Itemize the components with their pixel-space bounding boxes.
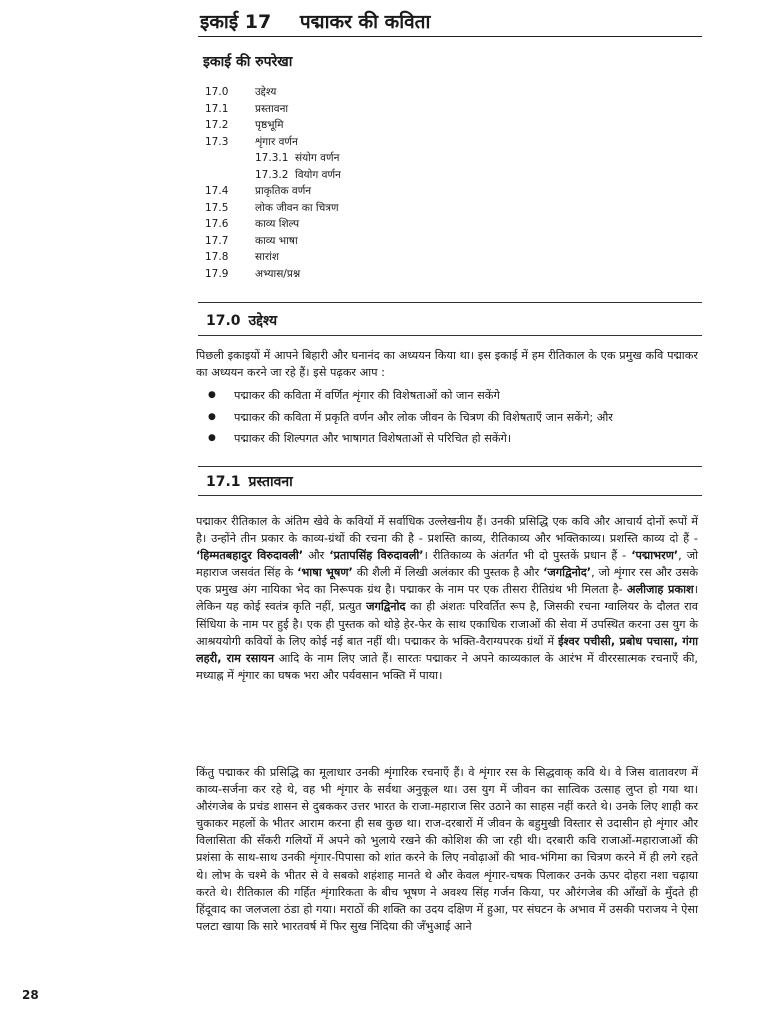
outline-item — [205, 183, 625, 200]
outline-item-number: 17.3 — [205, 135, 229, 148]
outline-item-label: अभ्यास/प्रश्न — [255, 267, 301, 280]
text-run: आदि के नाम लिए जाते हैं। सारतः पद्माकर ने अपने काव्यकाल के आरंभ में वीररसात्मक रचनाएँ की, मध्याह्न में शृंगार का घषक भरा और पर्यवसान भक्ति में पाया। — [196, 651, 699, 682]
text-run: , जो शृंगार रस और उसके एक प्रमुख अंग नायिका भेद का निरूपक ग्रंथ है। पद्माकर के नाम पर एक तीसरा रीतिग्रंथ भी मिलता है- — [196, 566, 699, 597]
unit-number: इकाई 17 — [200, 11, 272, 33]
outline-item-number: 17.1 — [205, 102, 229, 115]
outline-item — [205, 134, 625, 151]
section-number: 17.1 — [206, 474, 241, 490]
outline-item-number: 17.0 — [205, 86, 229, 98]
bold-title: ‘भाषा भूषण’ — [297, 566, 353, 580]
text-run: और — [303, 549, 330, 563]
text-run: पद्माकर रीतिकाल के अंतिम खेवे के कवियों में सर्वाधिक उल्लेखनीय हैं। उनकी प्रसिद्धि एक कवि और आचार्य दोनों रूपों में है। उन्होंने तीन प्रकार के काव्य-ग्रंथों की रचना की है - प्रशस्ति काव्य, रीतिकाव्य और भक्तिकाव्य। प्रशस्ति काव्य दो हैं - — [196, 515, 698, 546]
outline-item — [205, 84, 625, 101]
outline-item-number: 17.7 — [205, 234, 229, 247]
outline-item-number: 17.3.1 — [255, 152, 289, 164]
outline-item-number: 17.2 — [205, 119, 229, 131]
text-run: का ही अंशतः परिवर्तित रूप है, जिसकी रचना ग्वालियर के दौलत राव सिंधिया के नाम पर हुई है। एक ही पुस्तक को थोड़े हेर-फेर के साथ एकाधिक राजाओं की सेवा में उपस्थित करना उस युग के आश्रययोगी कवियों के लिए कोई नई बात नहीं थी। पद्माकर के भक्ति-वैराग्यपरक ग्रंथों में — [196, 600, 698, 648]
objectives-intro: पिछली इकाइयों में आपने बिहारी और घनानंद का अध्ययन किया था। इस इकाई में हम रीतिकाल के एक प्रमुख कवि पद्माकर का अध्ययन करने जा रहे हैं। इसे पढ़कर आप : — [196, 349, 698, 380]
bold-title: ईश्वर पचीसी, प्रबोध पचासा, गंगा लहरी, राम रसायन — [196, 634, 698, 665]
outline-item-label: संयोग वर्णन — [295, 152, 340, 164]
outline-item-label: प्रस्तावना — [255, 102, 289, 115]
page-number: 28 — [22, 988, 39, 1002]
bullet-item: ● पद्माकर की कविता में प्रकृति वर्णन और लोक जीवन के चित्रण की विशेषताएँ जान सकेंगे; और — [208, 407, 700, 429]
section-rule-top — [198, 302, 702, 303]
section-number: 17.0 — [206, 313, 241, 329]
bold-title: ‘पद्माभरण’ — [631, 549, 679, 563]
outline-item-label: पृष्ठभूमि — [255, 119, 284, 131]
section-heading-objectives — [206, 311, 277, 330]
outline-item — [205, 216, 625, 233]
outline-item — [205, 200, 625, 217]
section-title: उद्देश्य — [248, 313, 278, 329]
intro-paragraph-1 — [196, 513, 698, 684]
section-rule-bottom — [198, 335, 702, 336]
outline-item-label: प्राकृतिक वर्णन — [255, 185, 312, 197]
outline-item — [205, 266, 625, 283]
unit-name: पद्माकर की कविता — [299, 11, 431, 33]
outline-item — [205, 117, 625, 134]
outline-item-label: उद्देश्य — [255, 86, 277, 98]
outline-item-number: 17.9 — [205, 267, 229, 280]
text-run: , जो महाराज जसवंत सिंह के — [196, 549, 699, 580]
outline-item — [205, 150, 625, 167]
outline-item — [205, 249, 625, 266]
outline-item-number: 17.6 — [205, 218, 229, 230]
section-rule-top — [198, 466, 702, 467]
outline-item — [205, 101, 625, 118]
bold-title: ‘हिम्मतबहादुर विरुदावली’ — [196, 549, 304, 563]
outline-item-label: वियोग वर्णन — [295, 168, 341, 181]
bold-title: ‘प्रतापसिंह विरुदावली’ — [329, 549, 424, 563]
outline-item — [205, 167, 625, 184]
outline-title: इकाई की रुपरेखा — [203, 54, 293, 70]
title-rule — [198, 36, 702, 37]
bold-title: अलीजाह प्रकाश — [626, 583, 694, 597]
text-run: । रीतिकाव्य के अंतर्गत भी दो पुस्तकें प्रधान हैं - — [423, 549, 632, 563]
outline-item-number: 17.3.2 — [255, 168, 289, 181]
text-run: की शैली में लिखी अलंकार की पुस्तक है और — [352, 566, 544, 580]
bold-title: जगद्विनोद — [366, 600, 406, 614]
outline-item — [205, 233, 625, 250]
bold-title: ‘जगद्विनोद’ — [543, 566, 592, 580]
text-run: । लेकिन यह कोई स्वतंत्र कृति नहीं, प्रत्युत — [196, 583, 699, 614]
section-heading-introduction — [206, 472, 293, 491]
objectives-bullets — [208, 385, 700, 450]
unit-title — [200, 8, 430, 34]
outline-item-number: 17.5 — [205, 201, 229, 214]
section-title: प्रस्तावना — [248, 474, 293, 490]
bullet-item: ● पद्माकर की शिल्पगत और भाषागत विशेषताओं से परिचित हो सकेंगे। — [208, 428, 700, 450]
outline-item-label: काव्य शिल्प — [255, 218, 300, 230]
intro-paragraph-2: किंतु पद्माकर की प्रसिद्धि का मूलाधार उनकी शृंगारिक रचनाएँ हैं। वे शृंगार रस के सिद्धवाक् कवि थे। वे जिस वातावरण में काव्य-सर्जना कर रहे थे, वह भी शृंगार के सर्वथा अनुकूल था। उस युग में जीवन का सात्विक उत्साह लुप्त हो गया था। औरंगजेब के प्रचंड शासन से दुबककर उत्तर भारत के राजा-महाराज सिर उठाने का साहस नहीं करते थे। उनके लिए शाही कर चुकाकर महलों के भीतर आराम करना ही सब कुछ था। राज-दरबारों में जीवन के बहुमुखी विस्तार से उदासीन हो शृंगार और विलासिता की सँकरी गलियों में अपने को भुलाये रखने की कोशिश की जा रही थी। दरबारी कवि राजाओं-महाराजाओं की प्रशंसा के साथ-साथ उनकी शृंगार-पिपासा को शांत करने के लिए नवोढ़ाओं की भाव-भंगिमा का चित्रण करने में ही लगे रहते थे। लोभ के चश्मे के भीतर से वे सबको शहंशाह मानते थे और केवल शृंगार-चषक पिलाकर उनके ऊपर दोहरा नशा चढ़ाया करते थे। रीतिकाल की गर्हित शृंगारिकता के बीच भूषण ने अवश्य सिंह गर्जन किया, पर औरंगजेब की आँखों के मुँदते ही हिंदूवाद का जलजला ठंडा हो गया। मराठों की शक्ति का उदय दक्षिण में हुआ, पर संघटन के अभाव में उसकी पराजय ने ऐसा पलटा खाया कि सारे भारतवर्ष में फिर सुख निंदिया की जँभुआई आने — [196, 766, 698, 933]
outline-item-label: सारांश — [255, 251, 279, 263]
outline-item-number: 17.4 — [205, 185, 229, 197]
outline-item-label: शृंगार वर्णन — [255, 135, 298, 148]
section-rule-bottom — [198, 495, 702, 496]
outline-item-label: लोक जीवन का चित्रण — [255, 201, 339, 214]
bullet-item: ● पद्माकर की कविता में वर्णित शृंगार की विशेषताओं को जान सकेंगे — [208, 385, 700, 407]
outline-item-number: 17.8 — [205, 251, 229, 263]
outline-list — [205, 84, 625, 282]
outline-item-label: काव्य भाषा — [255, 234, 298, 247]
